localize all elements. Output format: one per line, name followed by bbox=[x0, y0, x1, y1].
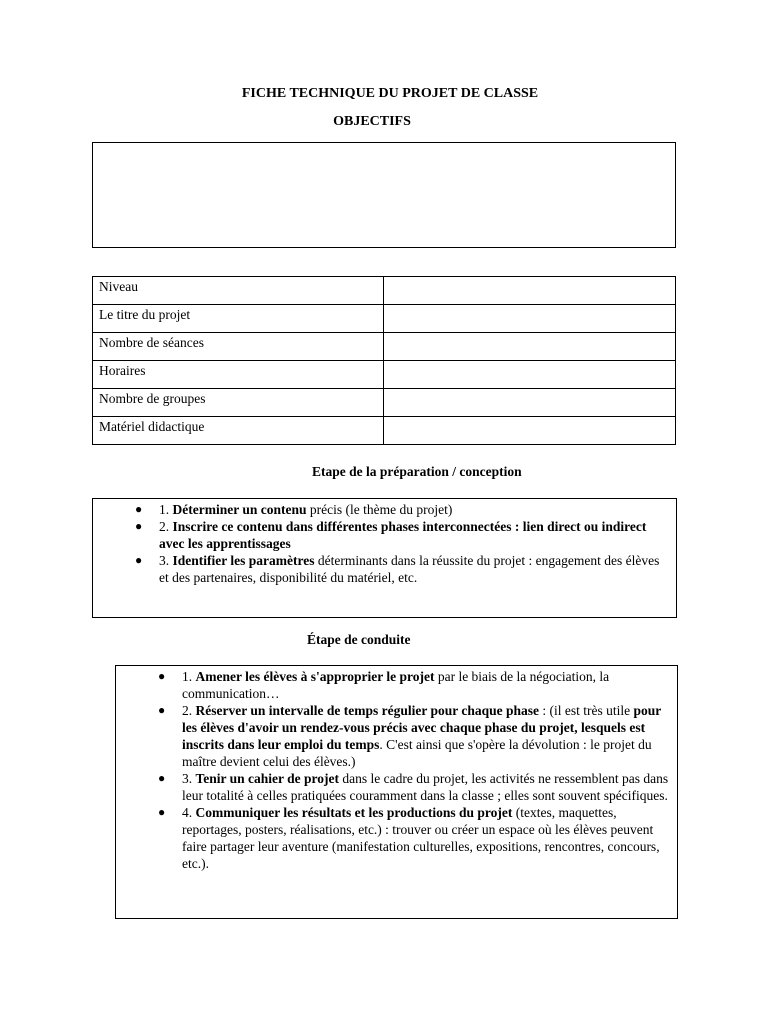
table-row bbox=[93, 389, 676, 417]
list-item bbox=[135, 501, 668, 518]
item-number: 1. bbox=[159, 502, 173, 517]
item-text: dans le cadre du projet, les activités ne ressemblent pas dans leur totalité à celles pratiquées couramment dans la classe ; elles sont souvent spécifiques. bbox=[182, 771, 669, 803]
bullet-icon: ● bbox=[158, 703, 166, 717]
table-row bbox=[93, 417, 676, 445]
table-row bbox=[93, 333, 676, 361]
item-number: 1. bbox=[182, 669, 196, 684]
bullet-icon: ● bbox=[158, 669, 166, 683]
list-item bbox=[158, 804, 669, 872]
table-value-cell bbox=[384, 277, 676, 305]
preparation-heading: Etape de la préparation / conception bbox=[312, 464, 522, 479]
list-item bbox=[158, 770, 669, 804]
item-text: par le biais de la négociation, la communication… bbox=[182, 669, 610, 701]
table-value-cell bbox=[384, 417, 676, 445]
table-row bbox=[93, 305, 676, 333]
table-label-cell: Le titre du projet bbox=[93, 305, 384, 333]
bullet-icon: ● bbox=[135, 519, 143, 533]
item-text: : (il est très utile bbox=[538, 703, 634, 718]
list-item bbox=[135, 518, 668, 552]
item-bold-text: Déterminer un contenu bbox=[172, 502, 307, 517]
bullet-icon: ● bbox=[158, 805, 166, 819]
objectives-heading: OBJECTIFS bbox=[333, 114, 411, 129]
item-bold-text-2: pour les élèves d'avoir un rendez-vous précis avec chaque phase du projet, lesquels est inscrits dans leur emploi du temps bbox=[182, 703, 661, 752]
item-number: 4. bbox=[182, 805, 196, 820]
bullet-icon: ● bbox=[135, 502, 143, 516]
item-number: 3. bbox=[159, 553, 173, 568]
table-label-cell: Nombre de groupes bbox=[93, 389, 384, 417]
item-number: 3. bbox=[182, 771, 196, 786]
table-row bbox=[93, 277, 676, 305]
item-bold-text: Amener les élèves à s'approprier le projet bbox=[195, 669, 435, 684]
item-bold-text: Communiquer les résultats et les productions du projet bbox=[195, 805, 513, 820]
item-bold-text: Identifier les paramètres bbox=[172, 553, 315, 568]
conduite-list bbox=[116, 666, 677, 872]
item-text: précis (le thème du projet) bbox=[306, 502, 453, 517]
preparation-list bbox=[93, 499, 676, 586]
table-value-cell bbox=[384, 305, 676, 333]
list-item bbox=[158, 702, 669, 770]
table-value-cell bbox=[384, 333, 676, 361]
table-row bbox=[93, 361, 676, 389]
item-number: 2. bbox=[159, 519, 173, 534]
objectives-box bbox=[92, 142, 676, 248]
table-value-cell bbox=[384, 361, 676, 389]
list-item bbox=[135, 552, 668, 586]
bullet-icon: ● bbox=[158, 771, 166, 785]
conduite-box bbox=[115, 665, 678, 919]
table-label-cell: Nombre de séances bbox=[93, 333, 384, 361]
preparation-box bbox=[92, 498, 677, 618]
table-label-cell: Matériel didactique bbox=[93, 417, 384, 445]
item-text-end: . C'est ainsi que s'opère la dévolution : le projet du maître devient celui des élèves.) bbox=[182, 737, 652, 769]
document-title: FICHE TECHNIQUE DU PROJET DE CLASSE bbox=[241, 86, 539, 101]
item-number: 2. bbox=[182, 703, 196, 718]
table-label-cell: Horaires bbox=[93, 361, 384, 389]
list-item bbox=[158, 668, 669, 702]
item-bold-text: Réserver un intervalle de temps régulier pour chaque phase bbox=[195, 703, 539, 718]
item-text: déterminants dans la réussite du projet : engagement des élèves et des partenaires, disponibilité du matériel, etc. bbox=[159, 553, 660, 585]
bullet-icon: ● bbox=[135, 553, 143, 567]
item-bold-text: Tenir un cahier de projet bbox=[195, 771, 340, 786]
table-value-cell bbox=[384, 389, 676, 417]
item-bold-text: Inscrire ce contenu dans différentes phases interconnectées : lien direct ou indirect avec les apprentissages bbox=[159, 519, 647, 551]
info-table bbox=[92, 276, 676, 445]
item-text: (textes, maquettes, reportages, posters, réalisations, etc.) : trouver ou créer un espace où les élèves peuvent faire partager leur aventure (manifestation culturelles, expositions, rencontres, concours, etc.). bbox=[182, 805, 660, 871]
table-label-cell: Niveau bbox=[93, 277, 384, 305]
conduite-heading: Étape de conduite bbox=[307, 632, 411, 647]
